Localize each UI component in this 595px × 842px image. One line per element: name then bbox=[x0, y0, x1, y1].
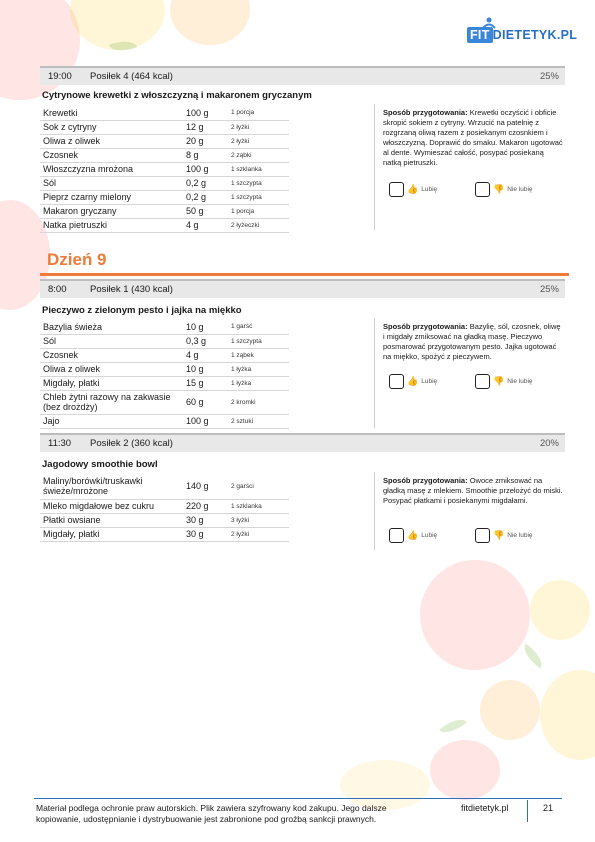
preparation-text: Sposób przygotowania: Owoce zmiksować na gładką masę z mlekiem. Smoothie przelożyć do miski. Posypać płatkami i posiekanymi migdałami. bbox=[383, 476, 563, 505]
checkbox-box[interactable] bbox=[389, 374, 404, 389]
ingredient-unit: 2 łyżeczki bbox=[228, 218, 289, 232]
ingredient-unit: 2 ząbki bbox=[228, 148, 289, 162]
ingredient-name: Chleb żytni razowy na zakwasie (bez drożdży) bbox=[40, 390, 183, 414]
meal-header bbox=[40, 66, 565, 85]
ingredient-unit: 2 łyżki bbox=[228, 527, 289, 541]
orange-decoration bbox=[480, 680, 540, 740]
table-row bbox=[40, 148, 289, 162]
thumbs-up-icon: 👍 bbox=[407, 530, 419, 540]
ingredient-unit: 1 garść bbox=[228, 320, 289, 334]
dislike-checkbox[interactable]: 👎 Nie lubię bbox=[475, 528, 533, 543]
grapefruit-decoration bbox=[0, 0, 80, 100]
table-row bbox=[40, 513, 289, 527]
table-row bbox=[40, 362, 289, 376]
dish-title: Pieczywo z zielonym pesto i jajka na miękko bbox=[42, 305, 242, 316]
table-row bbox=[40, 120, 289, 134]
thumbs-up-icon: 👍 bbox=[407, 376, 419, 386]
like-checkbox[interactable]: 👍 Lubię bbox=[389, 374, 437, 389]
meal-time: 8:00 bbox=[48, 284, 67, 295]
table-row bbox=[40, 320, 289, 334]
ingredient-name: Migdały, płatki bbox=[40, 527, 183, 541]
ingredient-unit: 1 łyżka bbox=[228, 362, 289, 376]
table-row bbox=[40, 376, 289, 390]
ingredient-name: Włoszczyzna mrożona bbox=[40, 162, 183, 176]
dish-title: Cytrynowe krewetki z włoszczyzną i makaronem gryczanym bbox=[42, 90, 312, 101]
orange-decoration bbox=[170, 0, 250, 45]
person-icon bbox=[482, 17, 496, 29]
dislike-checkbox[interactable]: 👎 Nie lubię bbox=[475, 374, 533, 389]
ingredient-qty: 60 g bbox=[183, 390, 228, 414]
preparation-text: Sposób przygotowania: Bazylię, sól, czosnek, oliwę i migdały zmiksować na gładką masę. Pieczywo posmarować przygotowanym pesto. Jajka ugotować na miękko, spożyć z pieczywem. bbox=[383, 322, 561, 361]
like-checkbox[interactable]: 👍 Lubię bbox=[389, 528, 437, 543]
logo-rest: DIETETYK.PL bbox=[492, 28, 578, 42]
ingredient-qty: 20 g bbox=[183, 134, 228, 148]
dish-title: Jagodowy smoothie bowl bbox=[42, 459, 158, 470]
ingredient-name: Makaron gryczany bbox=[40, 204, 183, 218]
table-row bbox=[40, 527, 289, 541]
footer-site-link[interactable]: fitdietetyk.pl bbox=[461, 803, 509, 813]
thumbs-down-icon: 👎 bbox=[493, 184, 505, 194]
like-checkbox[interactable]: 👍 Lubię bbox=[389, 182, 437, 197]
meal-name: Posiłek 2 (360 kcal) bbox=[90, 438, 173, 449]
table-row bbox=[40, 390, 289, 414]
thumbs-up-icon: 👍 bbox=[407, 184, 419, 194]
ingredient-unit: 2 łyżki bbox=[228, 120, 289, 134]
ingredient-unit: 1 szczypta bbox=[228, 334, 289, 348]
ingredient-qty: 140 g bbox=[183, 474, 228, 499]
leaf-decoration bbox=[519, 644, 547, 669]
ingredient-unit: 1 porcja bbox=[228, 204, 289, 218]
thumbs-down-icon: 👎 bbox=[493, 376, 505, 386]
ingredient-unit: 3 łyżki bbox=[228, 513, 289, 527]
ingredient-qty: 10 g bbox=[183, 320, 228, 334]
ingredient-unit: 1 ząbek bbox=[228, 348, 289, 362]
table-row bbox=[40, 348, 289, 362]
logo-fit: FIT bbox=[467, 27, 493, 43]
ingredients-table bbox=[40, 106, 289, 233]
ingredient-qty: 12 g bbox=[183, 120, 228, 134]
meal-header bbox=[40, 279, 565, 298]
checkbox-box[interactable] bbox=[389, 182, 404, 197]
table-row bbox=[40, 218, 289, 232]
ingredient-name: Czosnek bbox=[40, 148, 183, 162]
ingredient-name: Czosnek bbox=[40, 348, 183, 362]
ingredient-unit: 1 szczypta bbox=[228, 176, 289, 190]
ingredient-name: Mleko migdałowe bez cukru bbox=[40, 499, 183, 513]
ingredients-table bbox=[40, 474, 289, 542]
table-row bbox=[40, 474, 289, 499]
ingredient-qty: 30 g bbox=[183, 527, 228, 541]
ingredient-unit: 1 łyżka bbox=[228, 376, 289, 390]
meal-time: 19:00 bbox=[48, 71, 72, 82]
copyright-notice: Materiał podlega ochronie praw autorskich. Plik zawiera szyfrowany kod zakupu. Jego dalsze kopiowanie, udostępnianie i dystrybuowanie jest zabronione pod groźbą sankcji prawnych. bbox=[36, 803, 387, 824]
lemon-decoration bbox=[540, 670, 595, 760]
ingredient-name: Natka pietruszki bbox=[40, 218, 183, 232]
meal-name: Posiłek 4 (464 kcal) bbox=[90, 71, 173, 82]
brand-logo bbox=[467, 28, 577, 42]
meal-percent: 25% bbox=[539, 284, 559, 295]
ingredient-name: Oliwa z oliwek bbox=[40, 362, 183, 376]
ingredient-qty: 0,2 g bbox=[183, 190, 228, 204]
ingredient-name: Pieprz czarny mielony bbox=[40, 190, 183, 204]
meal-percent: 20% bbox=[539, 438, 559, 449]
table-row bbox=[40, 162, 289, 176]
ingredient-qty: 50 g bbox=[183, 204, 228, 218]
footer-separator bbox=[527, 800, 528, 822]
meal-name: Posiłek 1 (430 kcal) bbox=[90, 284, 173, 295]
footer-divider bbox=[34, 798, 562, 799]
checkbox-box[interactable] bbox=[475, 528, 490, 543]
orange-decoration bbox=[530, 580, 590, 640]
ingredient-qty: 0,3 g bbox=[183, 334, 228, 348]
ingredient-name: Sól bbox=[40, 176, 183, 190]
grapefruit-decoration bbox=[430, 740, 500, 800]
ingredient-unit: 1 szczypta bbox=[228, 190, 289, 204]
table-row bbox=[40, 106, 289, 120]
dislike-checkbox[interactable]: 👎 Nie lubię bbox=[475, 182, 533, 197]
ingredient-name: Migdały, płatki bbox=[40, 376, 183, 390]
meal-time: 11:30 bbox=[48, 438, 72, 449]
lemon-decoration bbox=[70, 0, 165, 50]
ingredient-name: Oliwa z oliwek bbox=[40, 134, 183, 148]
table-row bbox=[40, 499, 289, 513]
ingredient-qty: 4 g bbox=[183, 348, 228, 362]
ingredient-name: Krewetki bbox=[40, 106, 183, 120]
ingredient-unit: 2 sztuki bbox=[228, 414, 289, 428]
meal-percent: 25% bbox=[539, 71, 559, 82]
table-row bbox=[40, 190, 289, 204]
ingredient-unit: 2 garści bbox=[228, 474, 289, 499]
column-divider bbox=[374, 472, 375, 550]
column-divider bbox=[374, 318, 375, 428]
ingredients-table bbox=[40, 320, 289, 429]
table-row bbox=[40, 414, 289, 428]
ingredient-qty: 15 g bbox=[183, 376, 228, 390]
ingredient-unit: 1 porcja bbox=[228, 106, 289, 120]
checkbox-box[interactable] bbox=[475, 182, 490, 197]
ingredient-qty: 10 g bbox=[183, 362, 228, 376]
ingredient-name: Płatki owsiane bbox=[40, 513, 183, 527]
table-row bbox=[40, 334, 289, 348]
ingredient-qty: 8 g bbox=[183, 148, 228, 162]
column-divider bbox=[374, 104, 375, 230]
table-row bbox=[40, 204, 289, 218]
day-heading: Dzień 9 bbox=[47, 250, 107, 269]
ingredient-qty: 30 g bbox=[183, 513, 228, 527]
ingredient-qty: 100 g bbox=[183, 162, 228, 176]
table-row bbox=[40, 176, 289, 190]
ingredient-name: Bazylia świeża bbox=[40, 320, 183, 334]
ingredient-qty: 100 g bbox=[183, 106, 228, 120]
checkbox-box[interactable] bbox=[389, 528, 404, 543]
thumbs-down-icon: 👎 bbox=[493, 530, 505, 540]
page-number: 21 bbox=[543, 803, 554, 813]
ingredient-qty: 220 g bbox=[183, 499, 228, 513]
ingredient-name: Sól bbox=[40, 334, 183, 348]
leaf-decoration bbox=[439, 713, 467, 739]
ingredient-unit: 1 szklanka bbox=[228, 499, 289, 513]
ingredient-qty: 0,2 g bbox=[183, 176, 228, 190]
ingredient-name: Maliny/borówki/truskawki świeże/mrożone bbox=[40, 474, 183, 499]
ingredient-qty: 100 g bbox=[183, 414, 228, 428]
meal-header bbox=[40, 433, 565, 452]
ingredient-name: Sok z cytryny bbox=[40, 120, 183, 134]
day-divider bbox=[40, 273, 569, 276]
checkbox-box[interactable] bbox=[475, 374, 490, 389]
table-row bbox=[40, 134, 289, 148]
leaf-decoration bbox=[109, 36, 138, 56]
ingredient-unit: 2 kromki bbox=[228, 390, 289, 414]
ingredient-qty: 4 g bbox=[183, 218, 228, 232]
lemon-decoration bbox=[420, 560, 530, 670]
preparation-text: Sposób przygotowania: Krewetki oczyścić i obficie skropić sokiem z cytryny. Wrzucić na patelnię z rozgrzaną oliwą razem z posiekanym czosnkiem i włoszczyzną. Doprawić do smaku. Makaron ugotować al dente. Wymieszać całość, posypać posiekaną natką pietruszki. bbox=[383, 108, 563, 167]
ingredient-unit: 1 szklanka bbox=[228, 162, 289, 176]
ingredient-name: Jajo bbox=[40, 414, 183, 428]
ingredient-unit: 2 łyżki bbox=[228, 134, 289, 148]
